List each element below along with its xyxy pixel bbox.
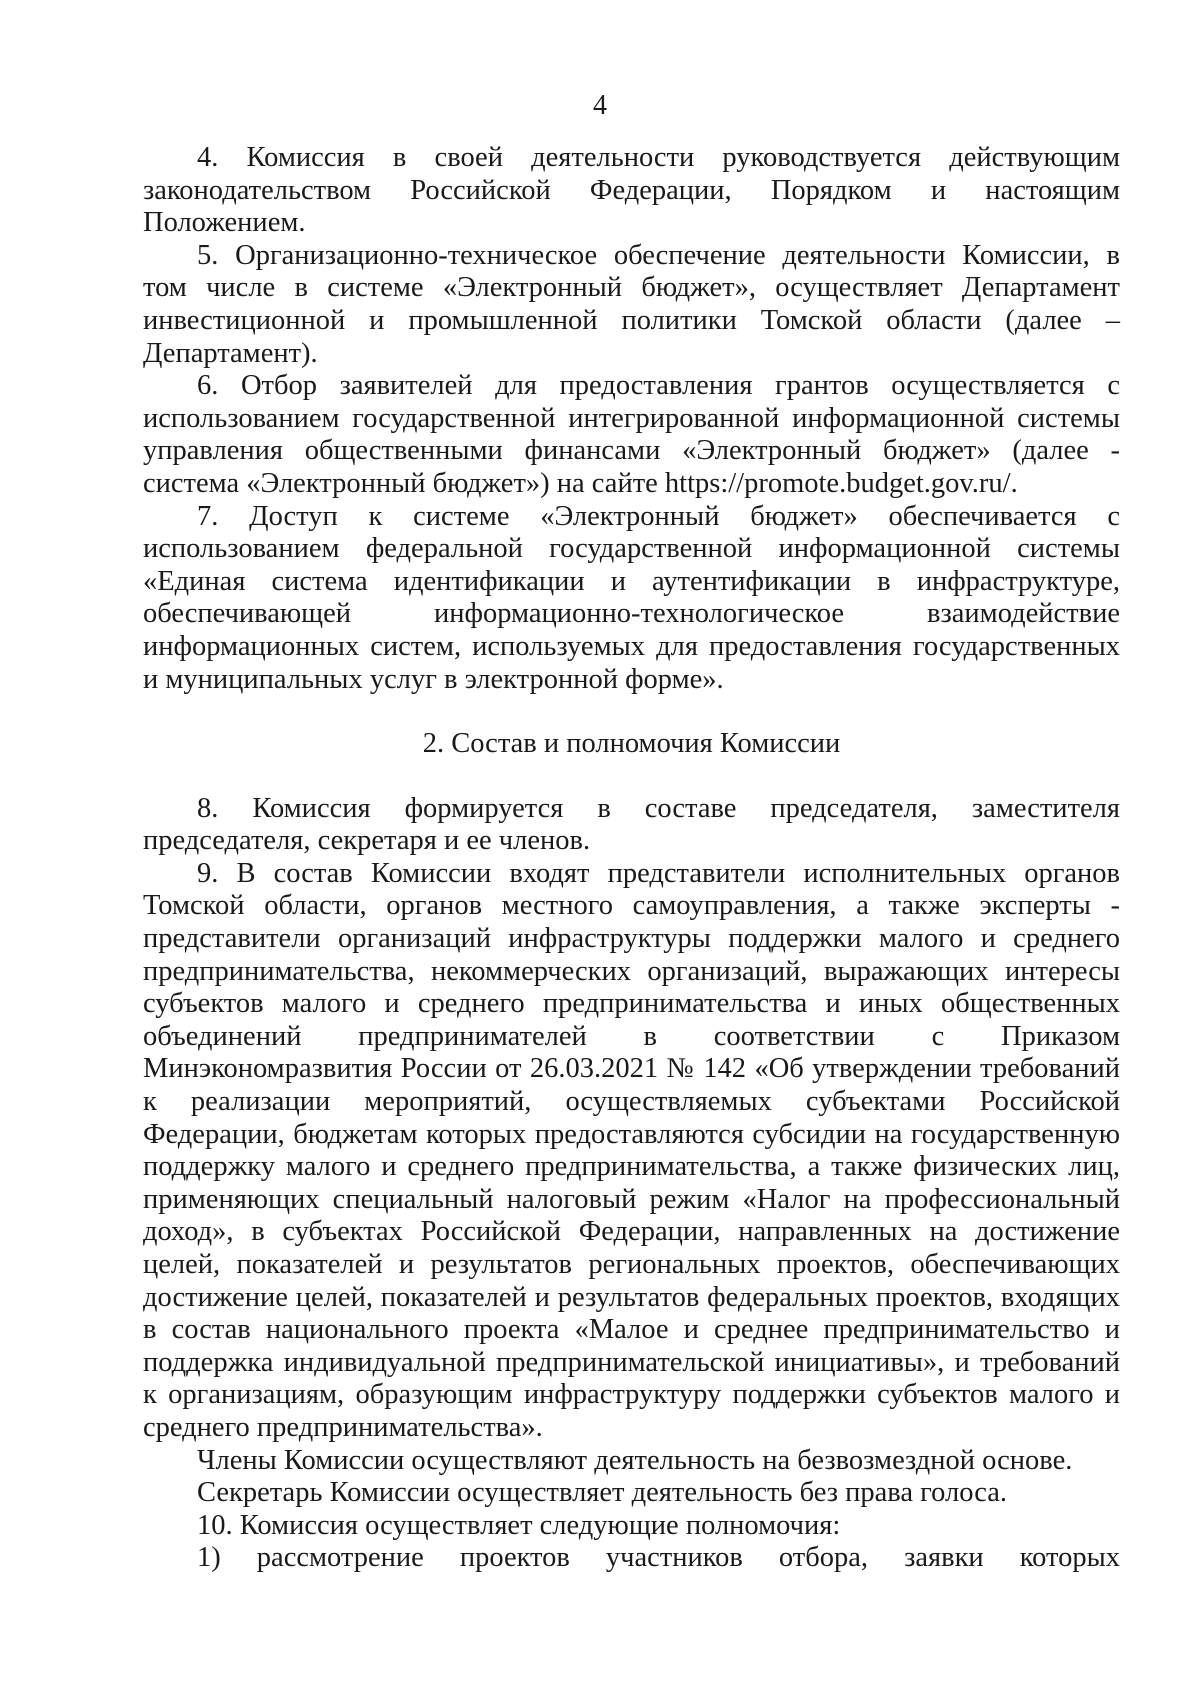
paragraph-8: 8. Комиссия формируется в составе председателя, заместителя председателя, секретаря и ее членов. xyxy=(143,792,1120,857)
list-item-1: 1) рассмотрение проектов участников отбора, заявки которых xyxy=(197,1542,1120,1574)
paragraph-9: 9. В состав Комиссии входят представители исполнительных органов Томской области, органов местного самоуправления, а также эксперты - представители организаций инфраструктуры поддержки малого и среднего предпринимательства, некоммерческих организаций, выражающих интересы субъектов малого и среднего предпринимательства и иных общественных объединений предпринимателей в соответствии с Приказом Минэкономразвития России от 26.03.2021 № 142 «Об утверждении требований к реализации мероприятий, осуществляемых субъектами Российской Федерации, бюджетам которых предоставляются субсидии на государственную поддержку малого и среднего предпринимательства, а также физических лиц, применяющих специальный налоговый режим «Налог на профессиональный доход», в субъектах Российской Федерации, направленных на достижение целей, показателей и результатов региональных проектов, обеспечивающих достижение целей, показателей и результатов федеральных проектов, входящих в состав национального проекта «Малое и среднее предпринимательство и поддержка индивидуальной предпринимательской инициативы», и требований к организациям, образующим инфраструктуру поддержки субъектов малого и среднего предпринимательства». xyxy=(143,857,1120,1443)
paragraph-7: 7. Доступ к системе «Электронный бюджет» обеспечивается с использованием федеральной государственной информационной системы «Единая система идентификации и аутентификации в инфраструктуре, обеспечивающей информационно-технологическое взаимодействие информационных систем, используемых для предоставления государственных и муниципальных услуг в электронной форме». xyxy=(143,500,1120,695)
page-number: 4 xyxy=(593,90,607,121)
document-body xyxy=(143,142,1120,1575)
paragraph-secretary-note: Секретарь Комиссии осуществляет деятельность без права голоса. xyxy=(197,1477,1007,1509)
paragraph-5: 5. Организационно-техническое обеспечение деятельности Комиссии, в том числе в системе «Электронный бюджет», осуществляет Департамент инвестиционной и промышленной политики Томской области (далее – Департамент). xyxy=(143,239,1120,369)
paragraph-6: 6. Отбор заявителей для предоставления грантов осуществляется с использованием государственной интегрированной информационной системы управления общественными финансами «Электронный бюджет» (далее - система «Электронный бюджет») на сайте https://promote.budget.gov.ru/. xyxy=(143,370,1120,499)
paragraph-10: 10. Комиссия осуществляет следующие полномочия: xyxy=(197,1509,841,1541)
paragraph-4: 4. Комиссия в своей деятельности руководствуется действующим законодательством Российской Федерации, Порядком и настоящим Положением. xyxy=(143,142,1120,239)
paragraph-members-note: Члены Комиссии осуществляют деятельность на безвозмездной основе. xyxy=(197,1444,1073,1476)
section-heading: 2. Состав и полномочия Комиссии xyxy=(422,728,841,760)
